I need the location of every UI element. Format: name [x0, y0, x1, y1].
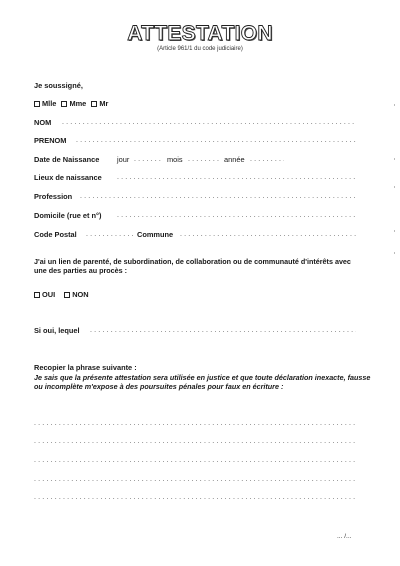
relation-options: [34, 290, 89, 299]
mois-field[interactable]: [188, 156, 220, 163]
commune-field[interactable]: [180, 231, 356, 238]
si-oui-label: Si oui, lequel: [34, 326, 80, 335]
date-naissance-label: Date de Naissance: [34, 155, 100, 164]
lieu-naissance-label: Lieux de naissance: [34, 173, 102, 182]
page-indicator: ... /...: [337, 533, 352, 540]
page-edge-mark: [394, 252, 395, 254]
document-title: ATTESTATION: [127, 22, 273, 45]
prenom-label: PRENOM: [34, 136, 67, 145]
nom-field[interactable]: [62, 119, 356, 126]
jour-field[interactable]: [134, 156, 163, 163]
page-edge-mark: [394, 186, 395, 188]
page-edge-mark: [394, 158, 395, 160]
recopy-instruction: Recopier la phrase suivante :: [34, 363, 137, 372]
recopy-line-5[interactable]: [34, 494, 356, 501]
checkbox-non[interactable]: [64, 292, 70, 298]
relation-label-oui: OUI: [42, 290, 56, 299]
relation-question: J'ai un lien de parenté, de subordination, de collaboration ou de communauté d'intérêts avec une des parties au procès :: [34, 257, 351, 276]
checkbox-mme[interactable]: [61, 101, 67, 107]
commune-label: Commune: [137, 230, 174, 239]
domicile-label: Domicile (rue et n°): [34, 211, 102, 220]
prenom-field[interactable]: [76, 137, 356, 144]
civility-label-mlle: Mlle: [42, 99, 57, 108]
annee-field[interactable]: [250, 156, 284, 163]
civility-label-mr: Mr: [99, 99, 109, 108]
jour-label: jour: [117, 155, 130, 164]
recopy-line-1[interactable]: [34, 420, 356, 427]
code-postal-label: Code Postal: [34, 230, 77, 239]
annee-label: année: [224, 155, 245, 164]
recopy-line-2[interactable]: [34, 438, 356, 445]
checkbox-mr[interactable]: [91, 101, 97, 107]
intro-text: Je soussigné,: [34, 81, 83, 90]
lieu-naissance-field[interactable]: [117, 174, 356, 181]
code-postal-field[interactable]: [86, 231, 134, 238]
recopy-line-4[interactable]: [34, 476, 356, 483]
civility-label-mme: Mme: [69, 99, 87, 108]
domicile-field[interactable]: [117, 212, 356, 219]
page-edge-mark: [394, 230, 395, 232]
recopy-sentence: Je sais que la présente attestation sera utilisée en justice et que toute déclaration inexacte, fausse ou incomplète m'expose à des poursuites pénales pour faux en écriture :: [34, 373, 371, 392]
nom-label: NOM: [34, 118, 52, 127]
page-edge-mark: [394, 104, 395, 106]
checkbox-oui[interactable]: [34, 292, 40, 298]
relation-label-non: NON: [72, 290, 89, 299]
civility-options: [34, 99, 111, 108]
mois-label: mois: [167, 155, 183, 164]
profession-field[interactable]: [80, 193, 356, 200]
checkbox-mlle[interactable]: [34, 101, 40, 107]
document-subtitle: (Article 961/1 du code judiciaire): [157, 46, 243, 52]
recopy-line-3[interactable]: [34, 457, 356, 464]
si-oui-field[interactable]: [90, 327, 356, 334]
profession-label: Profession: [34, 192, 73, 201]
